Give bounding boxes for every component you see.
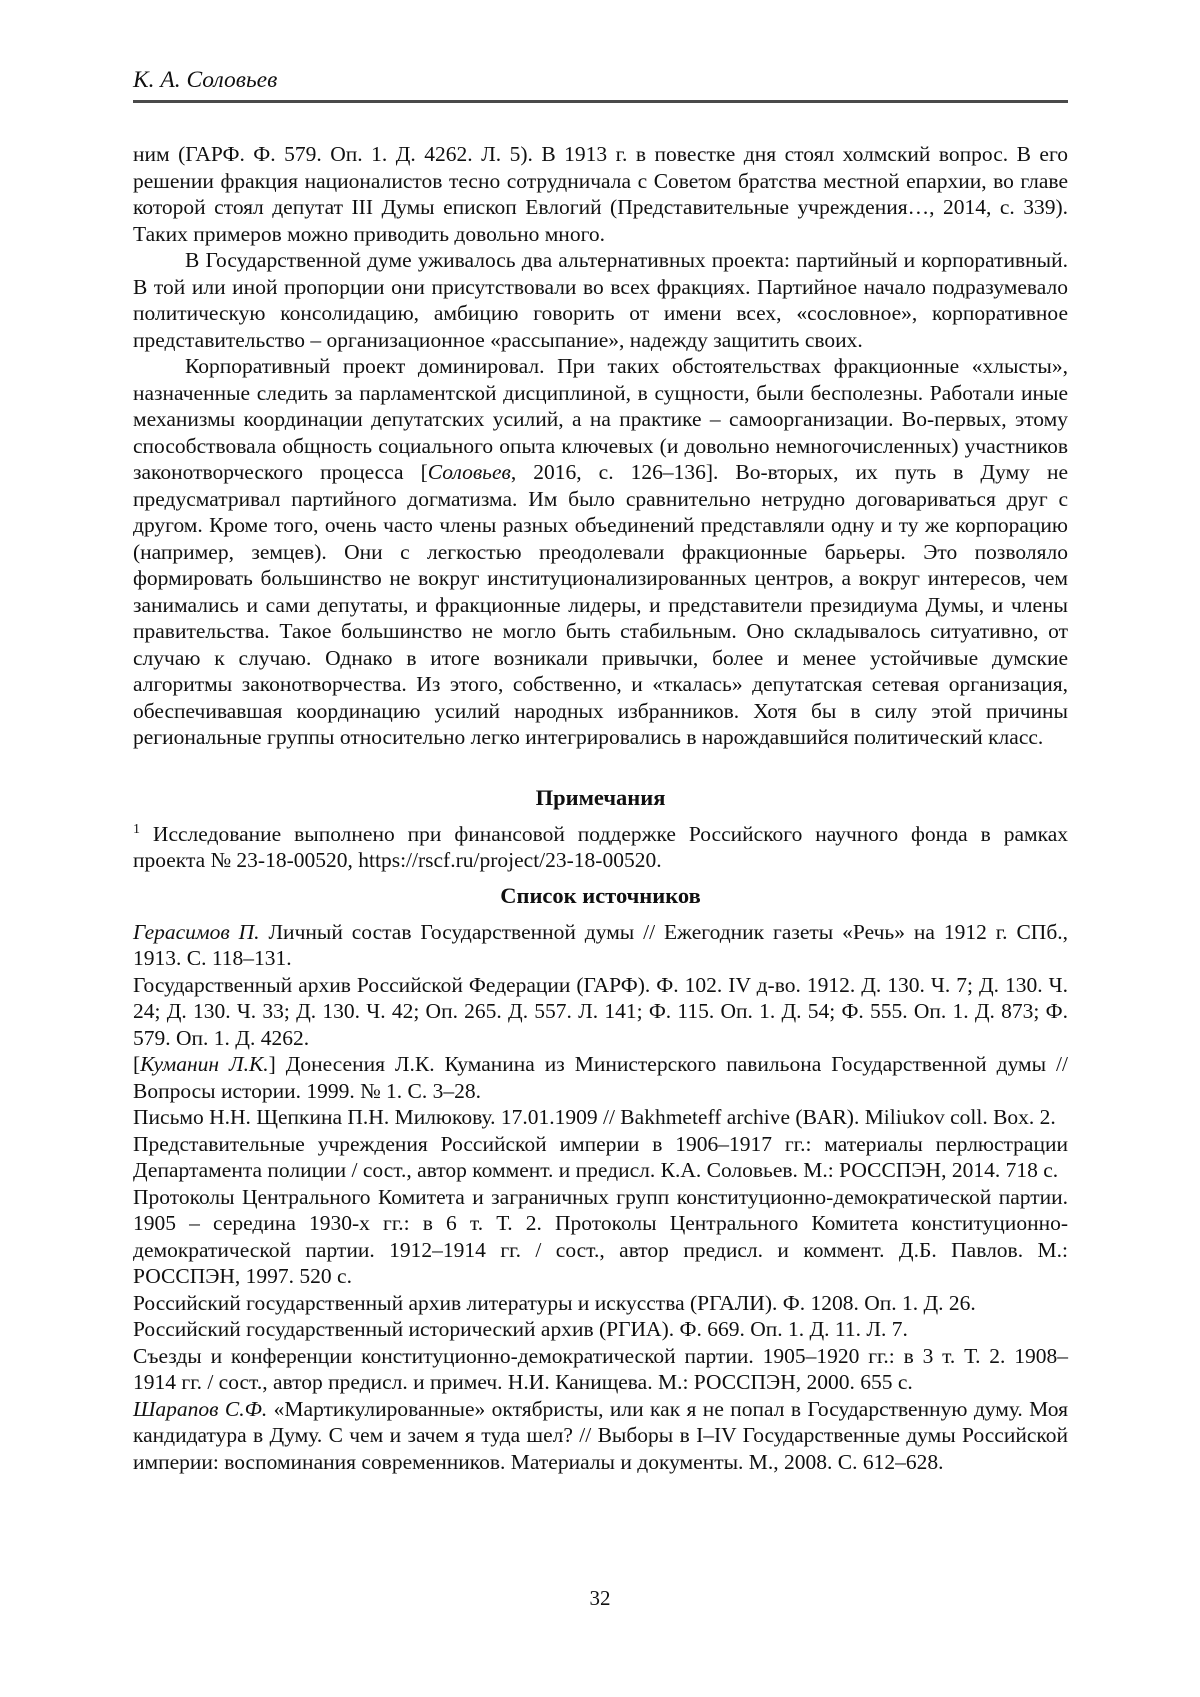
bibliography-entry: Государственный архив Российской Федерации (ГАРФ). Ф. 102. IV д-во. 1912. Д. 130. Ч. 7; Д. 130. Ч. 24; Д. 130. Ч. 33; Д. 130. Ч. 42; Оп. 265. Д. 557. Л. 141; Ф. 115. Оп. 1. Д. 54; Ф. 555. Оп. 1. Д. 873; Ф. 579. Оп. 1. Д. 4262. [133, 972, 1068, 1050]
bibliography-list [133, 919, 1068, 1476]
article-body [133, 141, 1068, 751]
bibliography-entry: Российский государственный исторический архив (РГИА). Ф. 669. Оп. 1. Д. 11. Л. 7. [133, 1317, 908, 1341]
footnote: $^1$ Исследование выполнено при финансовой поддержке Российского научного фонда в рамках проекта № 23-18-00520, https://rscf.ru/project/23-18-00520. [133, 821, 1068, 872]
bibliography-entry: Российский государственный архив литературы и искусства (РГАЛИ). Ф. 1208. Оп. 1. Д. 26. [133, 1290, 976, 1315]
bibliography-entry: Герасимов П. Личный состав Государственной думы // Ежегодник газеты «Речь» на 1912 г. СПб., 1913. С. 118–131. [133, 919, 1069, 970]
notes-section [133, 821, 1068, 874]
bibliography-entry: Протоколы Центрального Комитета и заграничных групп конституционно-демократической партии. 1905 – середина 1930-х гг.: в 6 т. Т. 2. Протоколы Центрального Комитета конституционно-демократической партии. 1912–1914 гг. / сост., автор предисл. и коммент. Д.Б. Павлов. М.: РОССПЭН, 1997. 520 с. [133, 1184, 1068, 1288]
header-rule [133, 100, 1068, 103]
notes-heading: Примечания [535, 784, 666, 810]
sources-heading: Список источников [500, 882, 701, 908]
bibliography-entry: Съезды и конференции конституционно-демократической партии. 1905–1920 гг.: в 3 т. Т. 2. 1908–1914 гг. / сост., автор предисл. и примеч. Н.И. Канищева. М.: РОССПЭН, 2000. 655 с. [133, 1343, 1068, 1394]
bibliography-entry: Шарапов С.Ф. «Мартикулированные» октябристы, или как я не попал в Государственную думу. Моя кандидатура в Думу. С чем и зачем я туда шел? // Выборы в I–IV Государственные думы Российской империи: воспоминания современников. Материалы и документы. М., 2008. С. 612–628. [133, 1396, 1068, 1474]
page-content [133, 0, 1068, 1475]
page-number: 32 [589, 1586, 611, 1610]
bibliography-entry: Письмо Н.Н. Щепкина П.Н. Милюкову. 17.01.1909 // Bakhmeteff archive (BAR). Miliukov coll. Box. 2. [133, 1105, 1056, 1129]
body-paragraph: ним (ГАРФ. Ф. 579. Оп. 1. Д. 4262. Л. 5). В 1913 г. в повестке дня стоял холмский вопрос. В его решении фракция националистов тесно сотрудничала с Советом братства местной епархии, во главе которой стоял депутат III Думы епископ Евлогий (Представительные учреждения…, 2014, с. 339). Таких примеров можно приводить довольно много. [133, 142, 1068, 246]
bibliography-entry: [Куманин Л.К.] Донесения Л.К. Куманина из Министерского павильона Государственной думы // Вопросы истории. 1999. № 1. С. 3–28. [133, 1052, 1068, 1103]
running-header-author: К. А. Соловьев [133, 67, 278, 93]
body-paragraph: В Государственной думе уживалось два альтернативных проекта: партийный и корпоративный. В той или иной пропорции они присутствовали во всех фракциях. Партийное начало подразумевало политическую консолидацию, амбицию говорить от имени всех, «сословное», корпоративное представительство – организационное «рассыпание», надежду защитить своих. [133, 248, 1068, 352]
bibliography-entry: Представительные учреждения Российской империи в 1906–1917 гг.: материалы перлюстрации Департамента полиции / сост., автор коммент. и предисл. К.А. Соловьев. М.: РОССПЭН, 2014. 718 с. [133, 1131, 1068, 1182]
body-paragraph: Корпоративный проект доминировал. При таких обстоятельствах фракционные «хлысты», назначенные следить за парламентской дисциплиной, в сущности, были бесполезны. Работали иные механизмы координации депутатских усилий, а на практике – самоорганизации. Во-первых, этому способствовала общность социального опыта ключевых (и довольно немногочисленных) участников законотворческого процесса [Соловьев, 2016, с. 126–136]. Во-вторых, их путь в Думу не предусматривал партийного догматизма. Им было сравнительно нетрудно договариваться друг с другом. Кроме того, очень часто члены разных объединений представляли одну и ту же корпорацию (например, земцев). Они с легкостью преодолевали фракционные барьеры. Это позволяло формировать большинство не вокруг институционализированных центров, а вокруг интересов, чем занимались и сами депутаты, и фракционные лидеры, и представители президиума Думы, и члены правительства. Такое большинство не могло быть стабильным. Оно складывалось ситуативно, от случаю к случаю. Однако в итоге возникали привычки, более и менее устойчивые думские алгоритмы законотворчества. Из этого, собственно, и «ткалась» депутатская сетевая организация, обеспечивавшая координацию усилий народных избранников. Хотя бы в силу этой причины региональные группы относительно легко интегрировались в нарождавшийся политический класс. [133, 354, 1069, 749]
